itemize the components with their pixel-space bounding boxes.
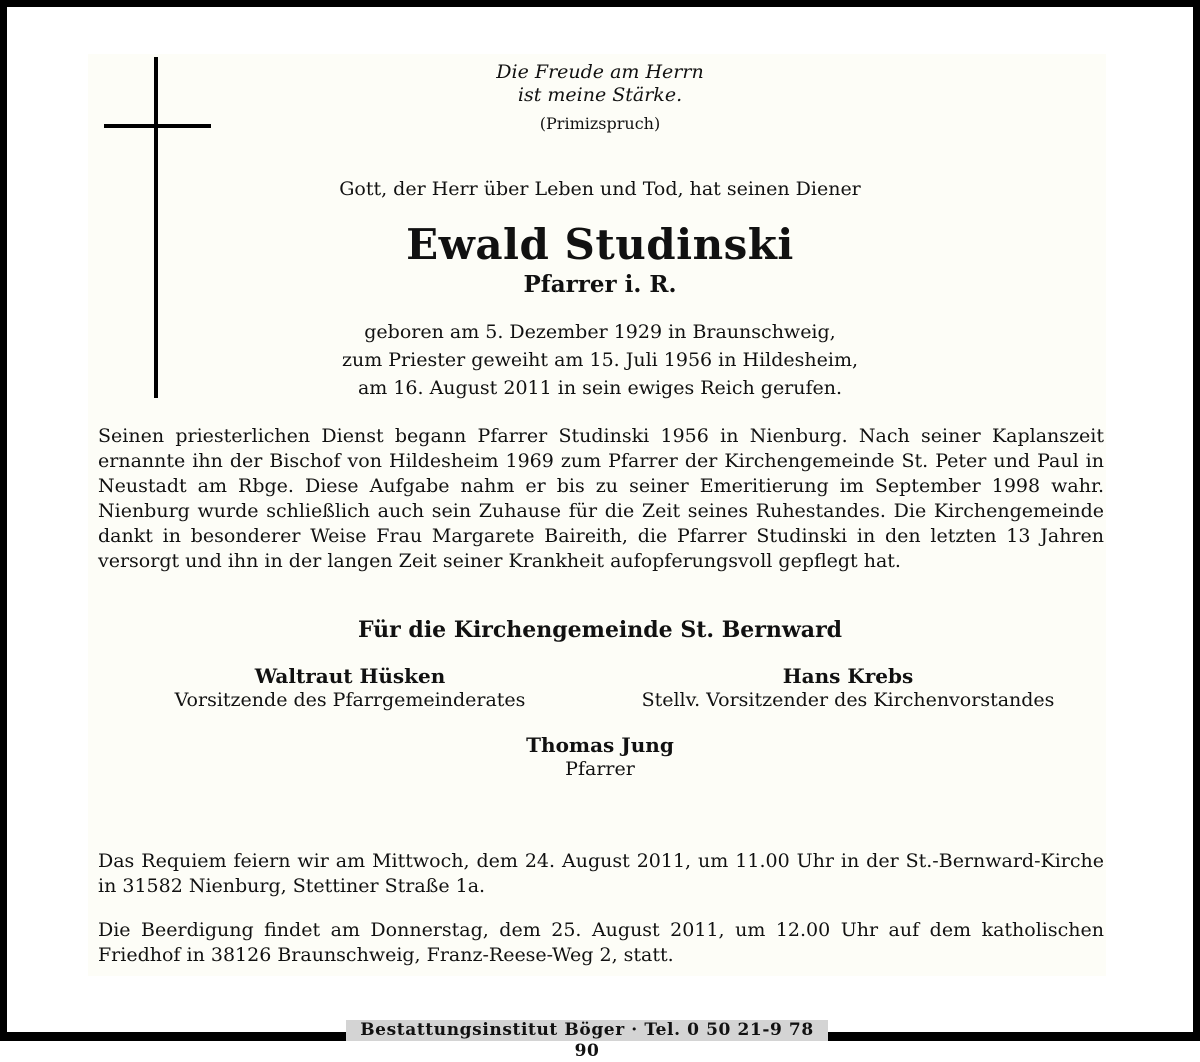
signatory-1-role: Vorsitzende des Pfarrgemeinderates	[174, 689, 526, 711]
motto-line-2: ist meine Stärke.	[517, 84, 683, 106]
signatory-3-name: Thomas Jung	[526, 733, 674, 757]
life-line-death: am 16. August 2011 in sein ewiges Reich gerufen.	[357, 377, 843, 399]
biography-paragraph: Seinen priesterlichen Dienst begann Pfarrer Studinski 1956 in Nienburg. Nach seiner Kaplanszeit ernannte ihn der Bischof von Hildesheim 1969 zum Pfarrer der Kirchengemeinde St. Peter und Paul in Neustadt am Rbge. Diese Aufgabe nahm er bis zu seiner Emeritierung im September 1998 wahr. Nienburg wurde schließlich auch sein Zuhause für die Zeit seines Ruhestandes. Die Kirchengemeinde dankt in besonderer Weise Frau Margarete Baireith, die Pfarrer Studinski in den letzten 13 Jahren versorgt und ihn in der langen Zeit seiner Krankheit aufopferungsvoll gepflegt hat.	[98, 425, 1104, 572]
burial-paragraph: Die Beerdigung findet am Donnerstag, dem 25. August 2011, um 12.00 Uhr auf dem katholischen Friedhof in 38126 Braunschweig, Franz-Reese-Weg 2, statt.	[98, 919, 1104, 966]
signatory-1	[100, 663, 600, 711]
motto-source: (Primizspruch)	[539, 114, 661, 133]
signatory-1-name: Waltraut Hüsken	[254, 664, 446, 688]
signatory-3	[350, 732, 850, 780]
motto-line-1: Die Freude am Herrn	[496, 61, 704, 83]
life-line-ordination: zum Priester geweiht am 15. Juli 1956 in Hildesheim,	[341, 349, 859, 371]
parish-heading: Für die Kirchengemeinde St. Bernward	[357, 617, 843, 643]
signatory-2	[598, 663, 1098, 711]
deceased-title: Pfarrer i. R.	[523, 271, 677, 298]
requiem-paragraph: Das Requiem feiern wir am Mittwoch, dem 24. August 2011, um 11.00 Uhr in der St.-Bernward-Kirche in 31582 Nienburg, Stettiner Straße 1a.	[98, 850, 1104, 897]
signatory-3-role: Pfarrer	[565, 758, 635, 780]
deceased-name: Ewald Studinski	[406, 220, 794, 269]
life-line-birth: geboren am 5. Dezember 1929 in Braunschweig,	[364, 321, 836, 343]
signatory-2-name: Hans Krebs	[782, 664, 914, 688]
intro-line: Gott, der Herr über Leben und Tod, hat seinen Diener	[339, 178, 861, 200]
signatory-2-role: Stellv. Vorsitzender des Kirchenvorstandes	[641, 689, 1055, 711]
funeral-home-footer: Bestattungsinstitut Böger · Tel. 0 50 21-9 78 90	[346, 1020, 828, 1041]
